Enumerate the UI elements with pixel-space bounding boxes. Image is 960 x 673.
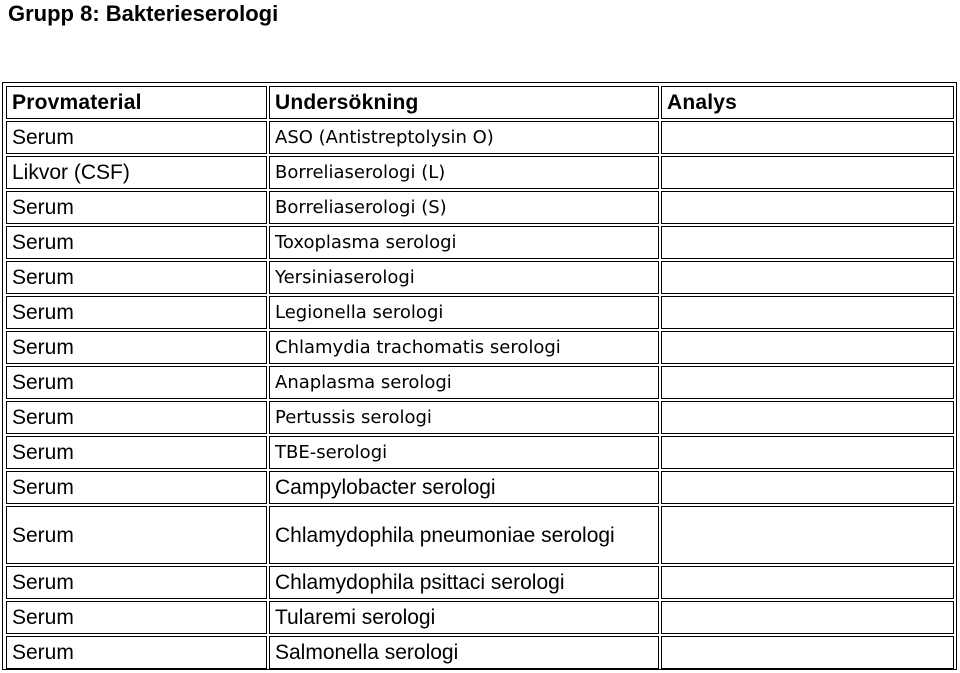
table-row bbox=[6, 156, 954, 189]
table-row bbox=[6, 601, 954, 634]
header-undersokning: Undersökning bbox=[269, 86, 659, 119]
cell-test: Chlamydophila pneumoniae serologi bbox=[269, 506, 659, 564]
cell-test: Borreliaserologi (S) bbox=[269, 191, 659, 224]
table-row bbox=[6, 366, 954, 399]
cell-analysis bbox=[661, 471, 954, 504]
cell-analysis bbox=[661, 261, 954, 294]
results-table bbox=[4, 84, 956, 671]
cell-test: Salmonella serologi bbox=[269, 636, 659, 669]
cell-material: Likvor (CSF) bbox=[6, 156, 267, 189]
cell-test: Pertussis serologi bbox=[269, 401, 659, 434]
cell-material: Serum bbox=[6, 121, 267, 154]
cell-material: Serum bbox=[6, 401, 267, 434]
cell-analysis bbox=[661, 436, 954, 469]
table-row bbox=[6, 331, 954, 364]
cell-test: Legionella serologi bbox=[269, 296, 659, 329]
cell-analysis bbox=[661, 601, 954, 634]
table-row bbox=[6, 566, 954, 599]
cell-test: Borreliaserologi (L) bbox=[269, 156, 659, 189]
cell-test: Chlamydophila psittaci serologi bbox=[269, 566, 659, 599]
cell-material: Serum bbox=[6, 191, 267, 224]
results-table-frame bbox=[2, 82, 957, 670]
cell-analysis bbox=[661, 566, 954, 599]
cell-material: Serum bbox=[6, 636, 267, 669]
cell-analysis bbox=[661, 636, 954, 669]
table-row bbox=[6, 471, 954, 504]
table-row bbox=[6, 636, 954, 669]
cell-material: Serum bbox=[6, 261, 267, 294]
cell-analysis bbox=[661, 226, 954, 259]
page-title: Grupp 8: Bakterieserologi bbox=[8, 1, 279, 26]
header-provmaterial: Provmaterial bbox=[6, 86, 267, 119]
table-row bbox=[6, 261, 954, 294]
table-row bbox=[6, 296, 954, 329]
cell-material: Serum bbox=[6, 366, 267, 399]
table-row bbox=[6, 191, 954, 224]
cell-analysis bbox=[661, 296, 954, 329]
cell-material: Serum bbox=[6, 296, 267, 329]
cell-analysis bbox=[661, 121, 954, 154]
cell-analysis bbox=[661, 401, 954, 434]
cell-material: Serum bbox=[6, 331, 267, 364]
cell-test: Chlamydia trachomatis serologi bbox=[269, 331, 659, 364]
cell-test: Yersiniaserologi bbox=[269, 261, 659, 294]
cell-material: Serum bbox=[6, 506, 267, 564]
cell-test: Campylobacter serologi bbox=[269, 471, 659, 504]
cell-analysis bbox=[661, 331, 954, 364]
table-header-row bbox=[6, 86, 954, 119]
cell-test: Anaplasma serologi bbox=[269, 366, 659, 399]
table-row bbox=[6, 121, 954, 154]
cell-test: Toxoplasma serologi bbox=[269, 226, 659, 259]
table-row bbox=[6, 436, 954, 469]
cell-test: TBE-serologi bbox=[269, 436, 659, 469]
header-analys: Analys bbox=[661, 86, 954, 119]
cell-material: Serum bbox=[6, 226, 267, 259]
table-row bbox=[6, 401, 954, 434]
table-row bbox=[6, 226, 954, 259]
cell-test: Tularemi serologi bbox=[269, 601, 659, 634]
cell-analysis bbox=[661, 506, 954, 564]
cell-material: Serum bbox=[6, 436, 267, 469]
cell-analysis bbox=[661, 191, 954, 224]
cell-test: ASO (Antistreptolysin O) bbox=[269, 121, 659, 154]
cell-material: Serum bbox=[6, 471, 267, 504]
cell-material: Serum bbox=[6, 566, 267, 599]
cell-material: Serum bbox=[6, 601, 267, 634]
table-row bbox=[6, 506, 954, 564]
cell-analysis bbox=[661, 366, 954, 399]
cell-analysis bbox=[661, 156, 954, 189]
